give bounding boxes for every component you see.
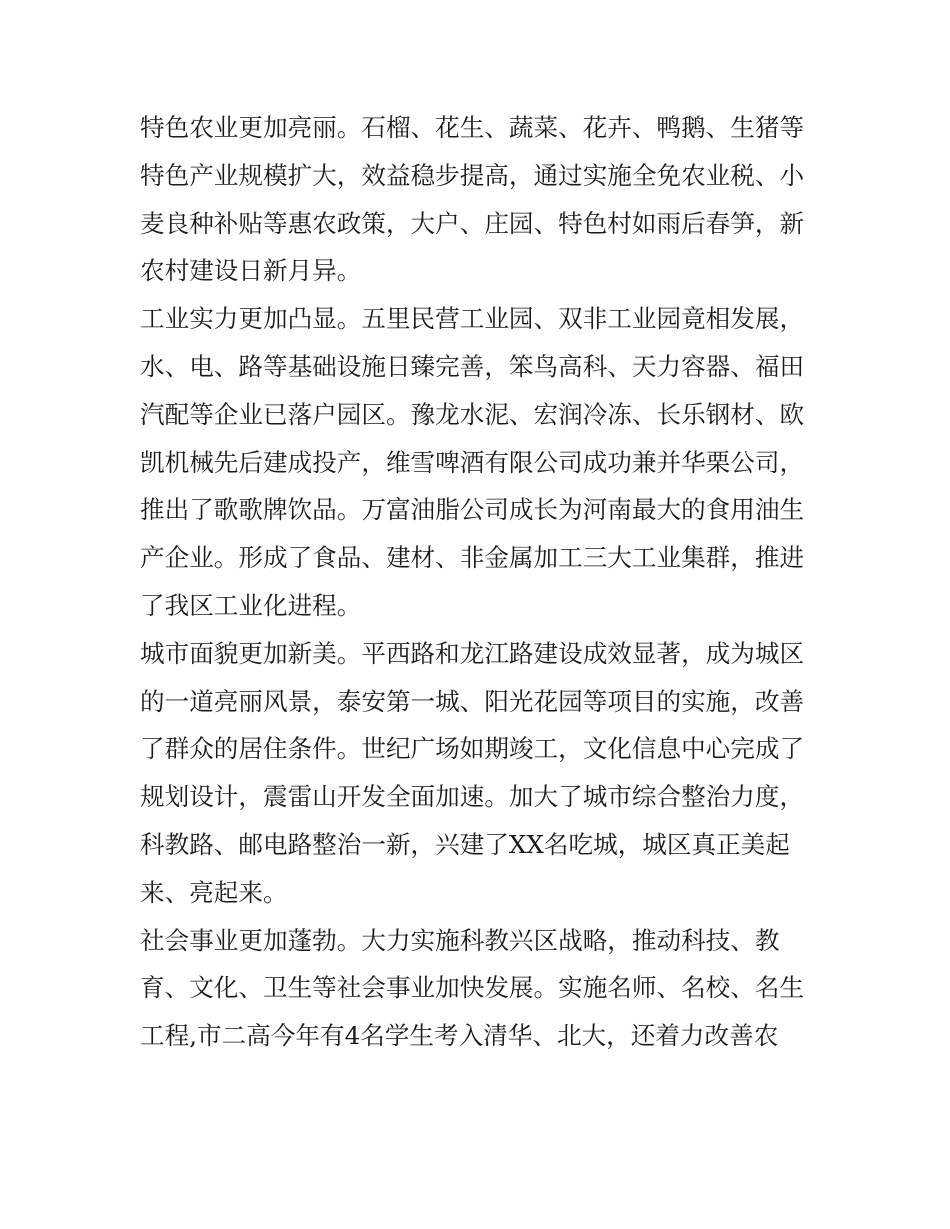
document-page: [140, 108, 820, 1064]
paragraph-industry: [140, 299, 820, 634]
text-line: 汽配等企业已落户园区。豫龙水泥、宏润冷冻、长乐钢材、欧: [140, 399, 805, 429]
text-line: 社会事业更加蓬勃。大力实施科教兴区战略，推动科技、教: [140, 925, 780, 955]
text-line: 城市面貌更加新美。平西路和龙江路建设成效显著，成为城区: [140, 638, 805, 668]
text-line: 科教路、邮电路整治一新，兴建了XX名吃城，城区真正美起: [140, 829, 790, 859]
paragraph-agriculture: [140, 108, 820, 299]
text-line: 工业实力更加凸显。五里民营工业园、双非工业园竟相发展，: [140, 304, 805, 334]
text-line: 规划设计，震雷山开发全面加速。加大了城市综合整治力度，: [140, 782, 805, 812]
text-line: 推出了歌歌牌饮品。万富油脂公司成长为河南最大的食用油生: [140, 495, 805, 525]
text-line: 来、亮起来。: [140, 877, 288, 907]
text-line: 水、电、路等基础设施日臻完善，笨鸟高科、天力容器、福田: [140, 351, 805, 381]
text-line: 了我区工业化进程。: [140, 590, 362, 620]
text-line: 的一道亮丽风景，泰安第一城、阳光花园等项目的实施，改善: [140, 686, 805, 716]
text-line: 麦良种补贴等惠农政策，大户、庄园、特色村如雨后春笋，新: [140, 208, 805, 238]
text-line: 农村建设日新月异。: [140, 256, 362, 286]
paragraph-city: [140, 634, 820, 921]
paragraph-social: [140, 921, 820, 1064]
text-line: 工程,市二高今年有4名学生考入清华、北大，还着力改善农: [140, 1021, 779, 1051]
text-line: 产企业。形成了食品、建材、非金属加工三大工业集群，推进: [140, 543, 805, 573]
text-line: 特色农业更加亮丽。石榴、花生、蔬菜、花卉、鸭鹅、生猪等: [140, 113, 805, 142]
text-line: 育、文化、卫生等社会事业加快发展。实施名师、名校、名生: [140, 973, 805, 1003]
text-line: 特色产业规模扩大，效益稳步提高，通过实施全免农业税、小: [140, 160, 805, 190]
text-line: 了群众的居住条件。世纪广场如期竣工，文化信息中心完成了: [140, 734, 805, 764]
text-line: 凯机械先后建成投产，维雪啤酒有限公司成功兼并华栗公司，: [140, 447, 805, 477]
